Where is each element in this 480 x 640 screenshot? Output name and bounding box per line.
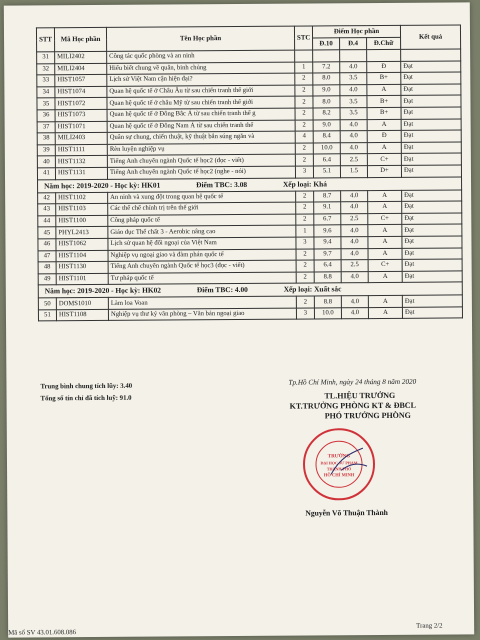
row-code: HIST1102 bbox=[56, 192, 108, 204]
row-credits: 3 bbox=[296, 237, 314, 249]
student-id: Mã số SV 43.01.608.086 bbox=[8, 629, 77, 637]
row-grade-letter: D+ bbox=[367, 165, 401, 177]
row-credits: 3 bbox=[295, 166, 313, 178]
row-grade-10: 8.0 bbox=[313, 96, 340, 108]
header-result: Kết quả bbox=[400, 25, 460, 49]
row-result: Đạt bbox=[402, 295, 462, 307]
row-grade-letter bbox=[367, 49, 401, 61]
row-grade-10: 8.8 bbox=[314, 296, 341, 308]
rows-group-b bbox=[38, 189, 463, 285]
row-name: Tư pháp quốc tế bbox=[108, 272, 296, 285]
row-grade-4: 4.0 bbox=[340, 61, 367, 73]
header-code: Mã Học phần bbox=[54, 27, 106, 51]
rows-group-c bbox=[38, 295, 462, 321]
row-credits: 2 bbox=[295, 96, 313, 108]
row-grade-letter: C+ bbox=[368, 213, 402, 225]
row-credits: 2 bbox=[296, 260, 314, 272]
row-grade-10: 9.7 bbox=[314, 248, 341, 260]
row-code: HIST1104 bbox=[56, 250, 108, 262]
row-grade-letter: A bbox=[367, 119, 401, 131]
row-code: MILI2404 bbox=[55, 63, 107, 75]
row-credits: 2 bbox=[296, 214, 314, 226]
row-grade-letter: B+ bbox=[367, 107, 401, 119]
table-header bbox=[36, 25, 460, 52]
row-result: Đạt bbox=[402, 189, 462, 201]
row-grade-letter: A bbox=[367, 84, 401, 96]
header-stt: STT bbox=[36, 28, 54, 52]
semester-rank: Xếp loại: Xuất sắc bbox=[283, 284, 342, 294]
row-credits: 2 bbox=[296, 272, 314, 284]
row-stt: 31 bbox=[37, 52, 55, 64]
row-result: Đạt bbox=[401, 130, 461, 142]
row-grade-10: 9.0 bbox=[313, 85, 340, 97]
school-stamp bbox=[301, 426, 378, 503]
row-grade-4 bbox=[340, 50, 367, 62]
row-grade-letter: B+ bbox=[367, 73, 401, 85]
header-credits: STC bbox=[294, 26, 312, 50]
row-code: HIST1073 bbox=[55, 109, 107, 121]
row-grade-letter: A bbox=[368, 236, 402, 248]
row-grade-10: 6.4 bbox=[313, 154, 340, 166]
row-stt: 47 bbox=[38, 250, 56, 262]
row-grade-4: 2.5 bbox=[341, 260, 368, 272]
row-code: HIST1074 bbox=[55, 86, 107, 98]
row-result: Đạt bbox=[402, 271, 462, 283]
row-stt: 36 bbox=[37, 110, 55, 122]
row-stt: 50 bbox=[38, 298, 56, 310]
stamp-center-4: HỒ CHÍ MINH bbox=[323, 472, 355, 478]
row-credits: 1 bbox=[296, 225, 314, 237]
row-grade-letter: A bbox=[368, 307, 402, 319]
row-result: Đạt bbox=[401, 119, 461, 131]
row-grade-letter: A bbox=[367, 142, 401, 154]
row-code: HIST1111 bbox=[55, 144, 107, 156]
row-result: Đạt bbox=[401, 165, 461, 177]
row-grade-letter: A bbox=[368, 248, 402, 260]
row-grade-4: 3.5 bbox=[340, 108, 367, 120]
row-code: MILI2403 bbox=[55, 133, 107, 145]
row-stt: 42 bbox=[38, 192, 56, 204]
semester-rank: Xếp loại: Khá bbox=[282, 178, 327, 189]
row-stt: 33 bbox=[37, 75, 55, 87]
row-grade-10: 10.0 bbox=[314, 308, 341, 320]
row-name: Tiếng Anh chuyên ngành Quốc tế học2 (nghe - nói) bbox=[107, 166, 295, 179]
transcript-page bbox=[4, 2, 474, 637]
row-grade-10: 9.6 bbox=[314, 225, 341, 237]
row-code: HIST1100 bbox=[56, 215, 108, 227]
row-name: Làm loa Voan bbox=[108, 296, 296, 309]
row-name: Tiếng Anh chuyên ngành Quốc tế học3 (đọc - viết) bbox=[108, 260, 296, 273]
row-name: Công pháp quốc tế bbox=[108, 214, 296, 227]
row-grade-10: 8.7 bbox=[314, 190, 341, 202]
row-stt: 39 bbox=[37, 145, 55, 157]
row-stt: 38 bbox=[37, 133, 55, 145]
row-grade-4: 4.0 bbox=[340, 131, 367, 143]
row-result: Đạt bbox=[401, 153, 461, 165]
row-name: Công tác quốc phòng và an ninh bbox=[107, 50, 295, 63]
signer-name: Nguyễn Võ Thuận Thành bbox=[305, 507, 388, 518]
row-grade-4: 3.5 bbox=[340, 96, 367, 108]
row-grade-4: 4.0 bbox=[340, 119, 367, 131]
row-grade-4: 4.0 bbox=[341, 296, 368, 308]
row-grade-10 bbox=[313, 50, 340, 62]
row-result: Đạt bbox=[402, 213, 462, 225]
place-date: Tp.Hồ Chí Minh, ngày 24 tháng 8 năm 2020 bbox=[288, 377, 417, 387]
row-name: Quan hệ quốc tế ở châu Mỹ từ sau chiến tranh thế giới bbox=[107, 96, 295, 109]
signature-line-3: PHÓ TRƯỞNG PHÒNG bbox=[324, 410, 411, 421]
row-credits: 2 bbox=[296, 191, 314, 203]
row-code: HIST1062 bbox=[56, 238, 108, 250]
row-credits: 4 bbox=[295, 131, 313, 143]
row-grade-letter: A bbox=[368, 190, 402, 202]
rows-group-a bbox=[37, 49, 462, 179]
row-code: MILI2402 bbox=[55, 51, 107, 63]
row-grade-letter: A bbox=[368, 296, 402, 308]
row-grade-4: 4.0 bbox=[341, 225, 368, 237]
row-grade-letter: A bbox=[368, 271, 402, 283]
row-result: Đạt bbox=[401, 142, 461, 154]
header-grade-group: Điểm Học phần bbox=[312, 25, 400, 38]
row-grade-4: 4.0 bbox=[340, 142, 367, 154]
row-stt: 32 bbox=[37, 63, 55, 75]
row-code: HIST1132 bbox=[55, 156, 107, 168]
page-number: Trang 2/2 bbox=[416, 622, 443, 630]
semester-gpa: Điểm TBC: 4.00 bbox=[196, 285, 248, 295]
row-name: Quan hệ quốc tế ở Châu Âu từ sau chiến tranh thế giới bbox=[107, 85, 295, 98]
row-grade-4: 1.5 bbox=[340, 166, 367, 178]
row-grade-4: 4.0 bbox=[341, 237, 368, 249]
row-credits bbox=[295, 50, 313, 62]
row-grade-letter: C+ bbox=[368, 259, 402, 271]
row-credits: 3 bbox=[296, 308, 314, 320]
table-row bbox=[38, 307, 462, 322]
cumulative-gpa: Trung bình chung tích lũy: 3.40 bbox=[40, 382, 133, 391]
row-code: HIST1072 bbox=[55, 98, 107, 110]
row-result: Đạt bbox=[401, 95, 461, 107]
row-credits: 2 bbox=[295, 154, 313, 166]
row-credits: 2 bbox=[295, 108, 313, 120]
row-result: Đạt bbox=[402, 224, 462, 236]
row-grade-4: 4.0 bbox=[341, 202, 368, 214]
row-name: Lịch sử quan hệ đối ngoại của Việt Nam bbox=[108, 237, 296, 250]
row-name: Quân sự chung, chiến thuật, kỹ thuật bắn súng ngắn và bbox=[107, 131, 295, 144]
row-grade-letter: Đ bbox=[367, 131, 401, 143]
row-credits: 2 bbox=[296, 202, 314, 214]
row-code: HIST1108 bbox=[56, 309, 108, 321]
row-result: Đạt bbox=[402, 307, 462, 319]
stamp-center-1: TRƯỜNG bbox=[327, 454, 351, 460]
row-stt: 43 bbox=[38, 204, 56, 216]
row-grade-10: 9.4 bbox=[314, 237, 341, 249]
row-result: Đạt bbox=[401, 72, 461, 84]
row-name: Các thể chế chính trị trên thế giới bbox=[108, 202, 296, 215]
row-stt: 49 bbox=[38, 273, 56, 285]
row-code: HIST1057 bbox=[55, 75, 107, 87]
row-grade-4: 4.0 bbox=[341, 307, 368, 319]
row-name: Giáo dục Thể chất 3 - Aerobic nâng cao bbox=[108, 225, 296, 238]
row-grade-letter: B+ bbox=[367, 96, 401, 108]
row-grade-letter: A bbox=[368, 225, 402, 237]
row-grade-4: 3.5 bbox=[340, 73, 367, 85]
row-stt: 41 bbox=[37, 168, 55, 180]
row-stt: 34 bbox=[37, 87, 55, 99]
header-name: Tên Học phần bbox=[106, 26, 294, 51]
cumulative-credits: Tổng số tín chỉ đã tích luỹ: 91.0 bbox=[40, 394, 132, 403]
signature-line-1: TL.HIỆU TRƯỞNG bbox=[324, 390, 396, 401]
row-stt: 46 bbox=[38, 239, 56, 251]
row-grade-letter: Đ bbox=[367, 61, 401, 73]
row-result: Đạt bbox=[402, 247, 462, 259]
row-grade-4: 4.0 bbox=[341, 190, 368, 202]
row-code: HIST1103 bbox=[56, 204, 108, 216]
header-d10: Đ.10 bbox=[313, 38, 340, 50]
row-grade-4: 4.0 bbox=[341, 271, 368, 283]
row-grade-4: 2.5 bbox=[340, 154, 367, 166]
row-credits: 2 bbox=[295, 73, 313, 85]
row-grade-10: 5.1 bbox=[313, 166, 340, 178]
row-credits: 2 bbox=[295, 85, 313, 97]
row-stt: 51 bbox=[38, 310, 56, 322]
row-grade-4: 4.0 bbox=[340, 84, 367, 96]
row-stt: 45 bbox=[38, 227, 56, 239]
row-code: HIST1101 bbox=[56, 273, 108, 285]
row-result: Đạt bbox=[402, 259, 462, 271]
row-name: Hiểu biết chung về quân, binh chủng bbox=[107, 62, 295, 75]
row-name: Quan hệ quốc tế ở Đông Bắc Á từ sau chiến tranh thế g bbox=[107, 108, 295, 121]
row-grade-letter: C+ bbox=[367, 154, 401, 166]
row-result: Đạt bbox=[401, 84, 461, 96]
row-stt: 35 bbox=[37, 98, 55, 110]
row-grade-10: 9.1 bbox=[314, 202, 341, 214]
semester-gpa: Điểm TBC: 3.08 bbox=[196, 179, 248, 189]
row-code: PHYL2413 bbox=[56, 227, 108, 239]
row-stt: 48 bbox=[38, 262, 56, 274]
row-grade-4: 2.5 bbox=[341, 213, 368, 225]
row-grade-10: 7.2 bbox=[313, 61, 340, 73]
row-credits: 2 bbox=[296, 248, 314, 260]
row-result: Đạt bbox=[401, 107, 461, 119]
row-stt: 44 bbox=[38, 215, 56, 227]
row-stt: 40 bbox=[37, 156, 55, 168]
signature-line-2: KT.TRƯỞNG PHÒNG KT & ĐBCL bbox=[289, 400, 416, 411]
row-grade-10: 8.2 bbox=[313, 108, 340, 120]
row-grade-10: 6.7 bbox=[314, 214, 341, 226]
row-name: Nghiệp vụ ngoại giao và đàm phán quốc tế bbox=[108, 249, 296, 262]
row-result: Đạt bbox=[402, 201, 462, 213]
row-result bbox=[401, 49, 461, 61]
row-code: DOMS1010 bbox=[56, 298, 108, 310]
row-grade-10: 10.0 bbox=[313, 143, 340, 155]
row-code: HIST1130 bbox=[56, 262, 108, 274]
row-result: Đạt bbox=[402, 236, 462, 248]
row-name: Lịch sử Việt Nam cận hiện đại? bbox=[107, 73, 295, 86]
row-credits: 1 bbox=[295, 62, 313, 74]
row-name: Rèn luyện nghiệp vụ bbox=[107, 143, 295, 156]
row-grade-10: 8.0 bbox=[313, 73, 340, 85]
row-grade-10: 8.8 bbox=[314, 271, 341, 283]
row-name: Nghiệp vụ thư ký văn phòng – Văn bản ngoại giao bbox=[108, 308, 296, 321]
row-credits: 2 bbox=[296, 296, 314, 308]
semester-label: Năm học: 2019-2020 - Học kỳ: HK02 bbox=[44, 285, 162, 296]
header-letter: Đ.Chữ bbox=[367, 37, 401, 49]
row-code: HIST1131 bbox=[55, 167, 107, 179]
row-credits: 2 bbox=[295, 120, 313, 132]
row-grade-10: 9.0 bbox=[313, 119, 340, 131]
row-grade-10: 6.4 bbox=[314, 260, 341, 272]
row-grade-4: 4.0 bbox=[341, 248, 368, 260]
row-grade-10: 8.4 bbox=[313, 131, 340, 143]
row-name: Quan hệ quốc tế ở Đông Nam Á từ sau chiến tranh thế bbox=[107, 120, 295, 133]
row-result: Đạt bbox=[401, 61, 461, 73]
row-stt: 37 bbox=[37, 121, 55, 133]
stamp-center-2: ĐẠI HỌC SƯ PHẠM bbox=[320, 460, 358, 466]
row-name: An ninh và xung đột trong quan hệ quốc tế bbox=[108, 191, 296, 204]
header-d4: Đ.4 bbox=[340, 38, 367, 50]
row-code: HIST1071 bbox=[55, 121, 107, 133]
row-name: Tiếng Anh chuyên ngành Quốc tế học2 (đọc - viết) bbox=[107, 154, 295, 167]
row-grade-letter: A bbox=[368, 201, 402, 213]
semester-label: Năm học: 2019-2020 - Học kỳ: HK01 bbox=[44, 180, 161, 190]
grades-table bbox=[36, 24, 463, 321]
stamp-center-3: THÀNH PHỐ bbox=[326, 466, 352, 472]
row-credits: 2 bbox=[295, 143, 313, 155]
